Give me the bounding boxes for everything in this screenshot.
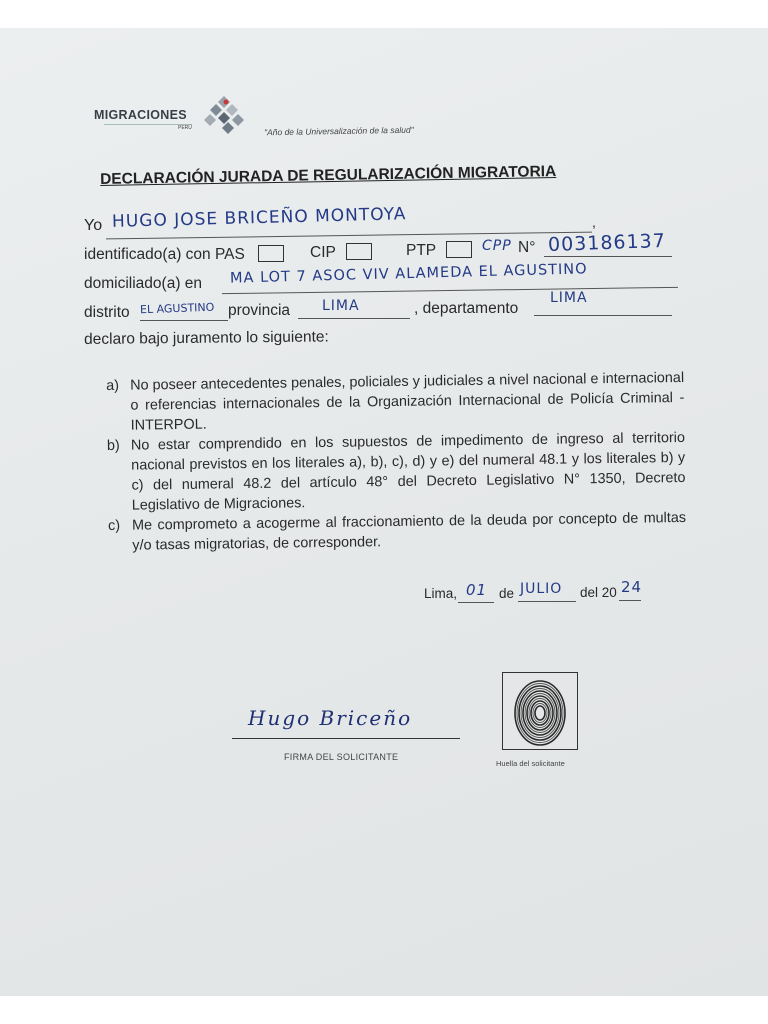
- declarations-list: [106, 368, 686, 556]
- declaration-marker: b): [106, 437, 120, 454]
- name-line-end: ,: [592, 214, 596, 230]
- declaration-marker: c): [107, 517, 121, 534]
- address-value: MA LOT 7 ASOC VIV ALAMEDA EL AGUSTINO: [229, 261, 588, 287]
- migraciones-logo: [94, 106, 254, 146]
- yo-label: Yo: [84, 217, 103, 234]
- cip-label: CIP: [310, 244, 336, 261]
- cpp-handwritten: CPP: [482, 238, 512, 254]
- distrito-label: distrito: [84, 304, 130, 321]
- date-day-value: 01: [466, 581, 488, 599]
- fingerprint-label: Huella del solicitante: [496, 759, 565, 768]
- address-line: [222, 287, 678, 294]
- page-title: DECLARACIÓN JURADA DE REGULARIZACIÓN MIGRATORIA: [100, 163, 557, 188]
- fingerprint-box: [502, 672, 578, 750]
- departamento-value: LIMA: [550, 290, 588, 306]
- declaro-label: declaro bajo juramento lo siguiente:: [84, 328, 329, 348]
- identificado-label: identificado(a) con PAS: [84, 246, 245, 263]
- logo-subtext: PERÚ: [178, 125, 192, 131]
- ptp-label: PTP: [406, 242, 437, 259]
- date-day-line: [458, 602, 494, 603]
- declaration-item-a: [106, 368, 685, 436]
- signature-line: [232, 738, 460, 739]
- signature-label: FIRMA DEL SOLICITANTE: [284, 752, 399, 762]
- cip-checkbox[interactable]: [346, 243, 372, 260]
- name-value: HUGO JOSE BRICEÑO MONTOYA: [111, 204, 407, 232]
- date-month-value: JULIO: [520, 581, 563, 597]
- date-year-value: 24: [621, 578, 643, 596]
- declaration-item-b: [107, 428, 686, 516]
- signature-handwritten: Hugo Briceño: [248, 706, 413, 730]
- document-page: [0, 28, 768, 996]
- document-number-value: 003186137: [547, 229, 667, 257]
- fingerprint-icon: [503, 673, 577, 749]
- pas-checkbox[interactable]: [258, 245, 284, 262]
- declaration-marker: a): [106, 377, 120, 394]
- date-year-prefix: del 20: [580, 585, 617, 600]
- date-city-label: Lima,: [424, 586, 458, 601]
- distrito-line: [140, 320, 228, 321]
- logo-text: MIGRACIONES: [94, 108, 187, 122]
- declaration-item-c: [108, 508, 687, 556]
- declaration-text: Me comprometo a acogerme al fraccionamiento de la deuda por concepto de multas y/o tasas migratorias, de corresponder.: [131, 509, 687, 554]
- departamento-line: [534, 315, 672, 316]
- date-year-line: [619, 600, 641, 601]
- declaration-text: No poseer antecedentes penales, policiales y judiciales a nivel nacional e internacional o referencias internacionales de la Organización Internacional de Policía Criminal -INTERPOL.: [130, 369, 685, 434]
- logo-emblem-icon: [202, 96, 250, 140]
- provincia-line: [298, 318, 410, 319]
- distrito-value: EL AGUSTINO: [139, 300, 215, 317]
- motto-text: "Año de la Universalización de la salud": [263, 124, 414, 138]
- provincia-value: LIMA: [322, 298, 360, 314]
- n-label: N°: [518, 239, 536, 256]
- domicilio-label: domiciliado(a) en: [84, 275, 203, 292]
- document-number-line: [544, 256, 672, 257]
- date-de-label: de: [499, 586, 515, 601]
- ptp-checkbox[interactable]: [446, 241, 472, 258]
- declaration-text: No estar comprendido en los supuestos de impedimento de ingreso al territorio nacional previstos en los literales a), b), c), d) y e) del numeral 48.1 y los literales b) y c) del numeral 48.2 del artículo 48° del Decreto Legislativo N° 1350, Decreto Legislativo de Migraciones.: [130, 429, 686, 514]
- date-month-line: [518, 601, 576, 602]
- departamento-label: , departamento: [414, 300, 519, 317]
- provincia-label: provincia: [228, 302, 291, 319]
